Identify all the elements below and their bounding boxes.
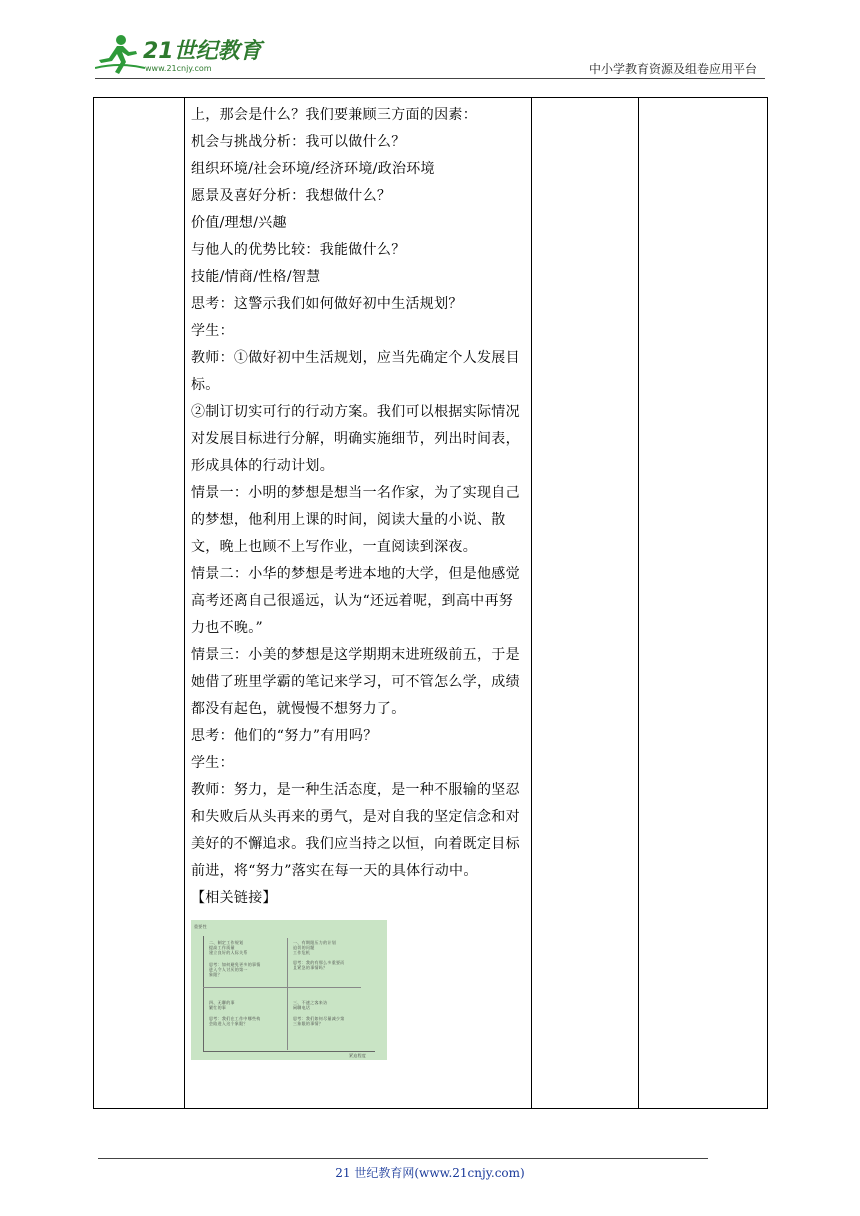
- content-line: 情景三：小美的梦想是这学期期末进班级前五，于是她借了班里学霸的笔记来学习，可不管怎么学，成绩都没有起色，就慢慢不想努力了。: [191, 647, 520, 717]
- content-line: 学生：: [191, 755, 234, 771]
- content-line: 思考：他们的“努力”有用吗？: [191, 728, 378, 744]
- page-footer: 21 世纪教育网(www.21cnjy.com): [335, 1166, 525, 1180]
- x-axis: [203, 1051, 375, 1052]
- content-line: 上，那会是什么？我们要兼顾三方面的因素：: [191, 107, 477, 123]
- quadrant-1-note: 思考：我的有那么多重要而 且紧急的事情吗？: [293, 960, 345, 970]
- content-line: 情景一：小明的梦想是想当一名作家，为了实现自己的梦想，他利用上课的时间，阅读大量的小说、散文，晚上也顾不上写作业，一直阅读到深夜。: [191, 485, 520, 555]
- lesson-content: [185, 98, 531, 1066]
- table-cell-col3: [532, 98, 639, 1109]
- content-line: 与他人的优势比较：我能做什么？: [191, 242, 406, 258]
- table-cell-col4: [639, 98, 768, 1109]
- content-line: 情景二：小华的梦想是考进本地的大学，但是他感觉高考还离自己很遥远，认为“还远着呢，到高中再努力也不晚。”: [191, 566, 520, 636]
- platform-name: 中小学教育资源及组卷应用平台: [588, 62, 757, 76]
- content-line: 机会与挑战分析：我可以做什么？: [191, 134, 406, 150]
- content-line: 价值/理想/兴趣: [191, 215, 287, 231]
- content-line: 教师：①做好初中生活规划，应当先确定个人发展目标。: [191, 350, 520, 393]
- y-axis-label: 重要性: [194, 924, 207, 929]
- lesson-table: [93, 97, 768, 1109]
- table-cell-content: [185, 98, 532, 1109]
- logo-text: 21世纪教育: [143, 39, 262, 64]
- y-axis: [203, 936, 204, 1052]
- quadrant-1-title: 一、有期限压力的计划 迫切的问题 工作危机: [293, 940, 336, 955]
- content-line: 愿景及喜好分析：我想做什么？: [191, 188, 392, 204]
- header-rule: [95, 78, 765, 79]
- time-management-matrix-image: [191, 920, 387, 1060]
- content-line: 技能/情商/性格/智慧: [191, 269, 321, 285]
- content-line: 【相关链接】: [191, 890, 277, 906]
- content-line: 思考：这警示我们如何做好初中生活规划？: [191, 296, 463, 312]
- quadrant-2-note: 思考：如何避免更多的事情 进入令人讨厌的第一 象限？: [209, 962, 261, 977]
- content-line: 教师：努力，是一种生活态度，是一种不服输的坚忍和失败后从头再来的勇气，是对自我的坚定信念和对美好的不懈追求。我们应当持之以恒，向着既定目标前进，将“努力”落实在每一天的具体行动中。: [191, 782, 520, 879]
- content-line: 组织环境/社会环境/经济环境/政治环境: [191, 161, 435, 177]
- content-line: 学生：: [191, 323, 234, 339]
- page-header: [95, 28, 765, 80]
- runner-logo-icon: [95, 32, 145, 76]
- content-line: ②制订切实可行的行动方案。我们可以根据实际情况对发展目标进行分解，明确实施细节，列出时间表，形成具体的行动计划。: [191, 404, 520, 474]
- quadrant-3-title: 三、不速之客来访 闲聊电话: [293, 1000, 328, 1010]
- logo: [95, 32, 265, 76]
- table-cell-left: [94, 98, 185, 1109]
- quadrant-4-title: 四、无聊的事 繁忙的事: [209, 1000, 235, 1010]
- quadrant-2-title: 二、制定工作规划 提高工作质量 建立良好的人际关系: [209, 940, 248, 955]
- quadrant-3-note: 思考：我们如何尽量减少第 三象限的事情？: [293, 1016, 345, 1026]
- quadrant-divider-vertical: [287, 938, 288, 1050]
- quadrant-divider-horizontal: [203, 987, 361, 988]
- logo-url: www.21cnjy.com: [145, 64, 212, 73]
- quadrant-4-note: 思考：我们在工作中哪些构 会陷进入这个象限？: [209, 1016, 261, 1026]
- footer-rule: [98, 1158, 708, 1159]
- x-axis-label: 紧迫程度: [349, 1053, 367, 1058]
